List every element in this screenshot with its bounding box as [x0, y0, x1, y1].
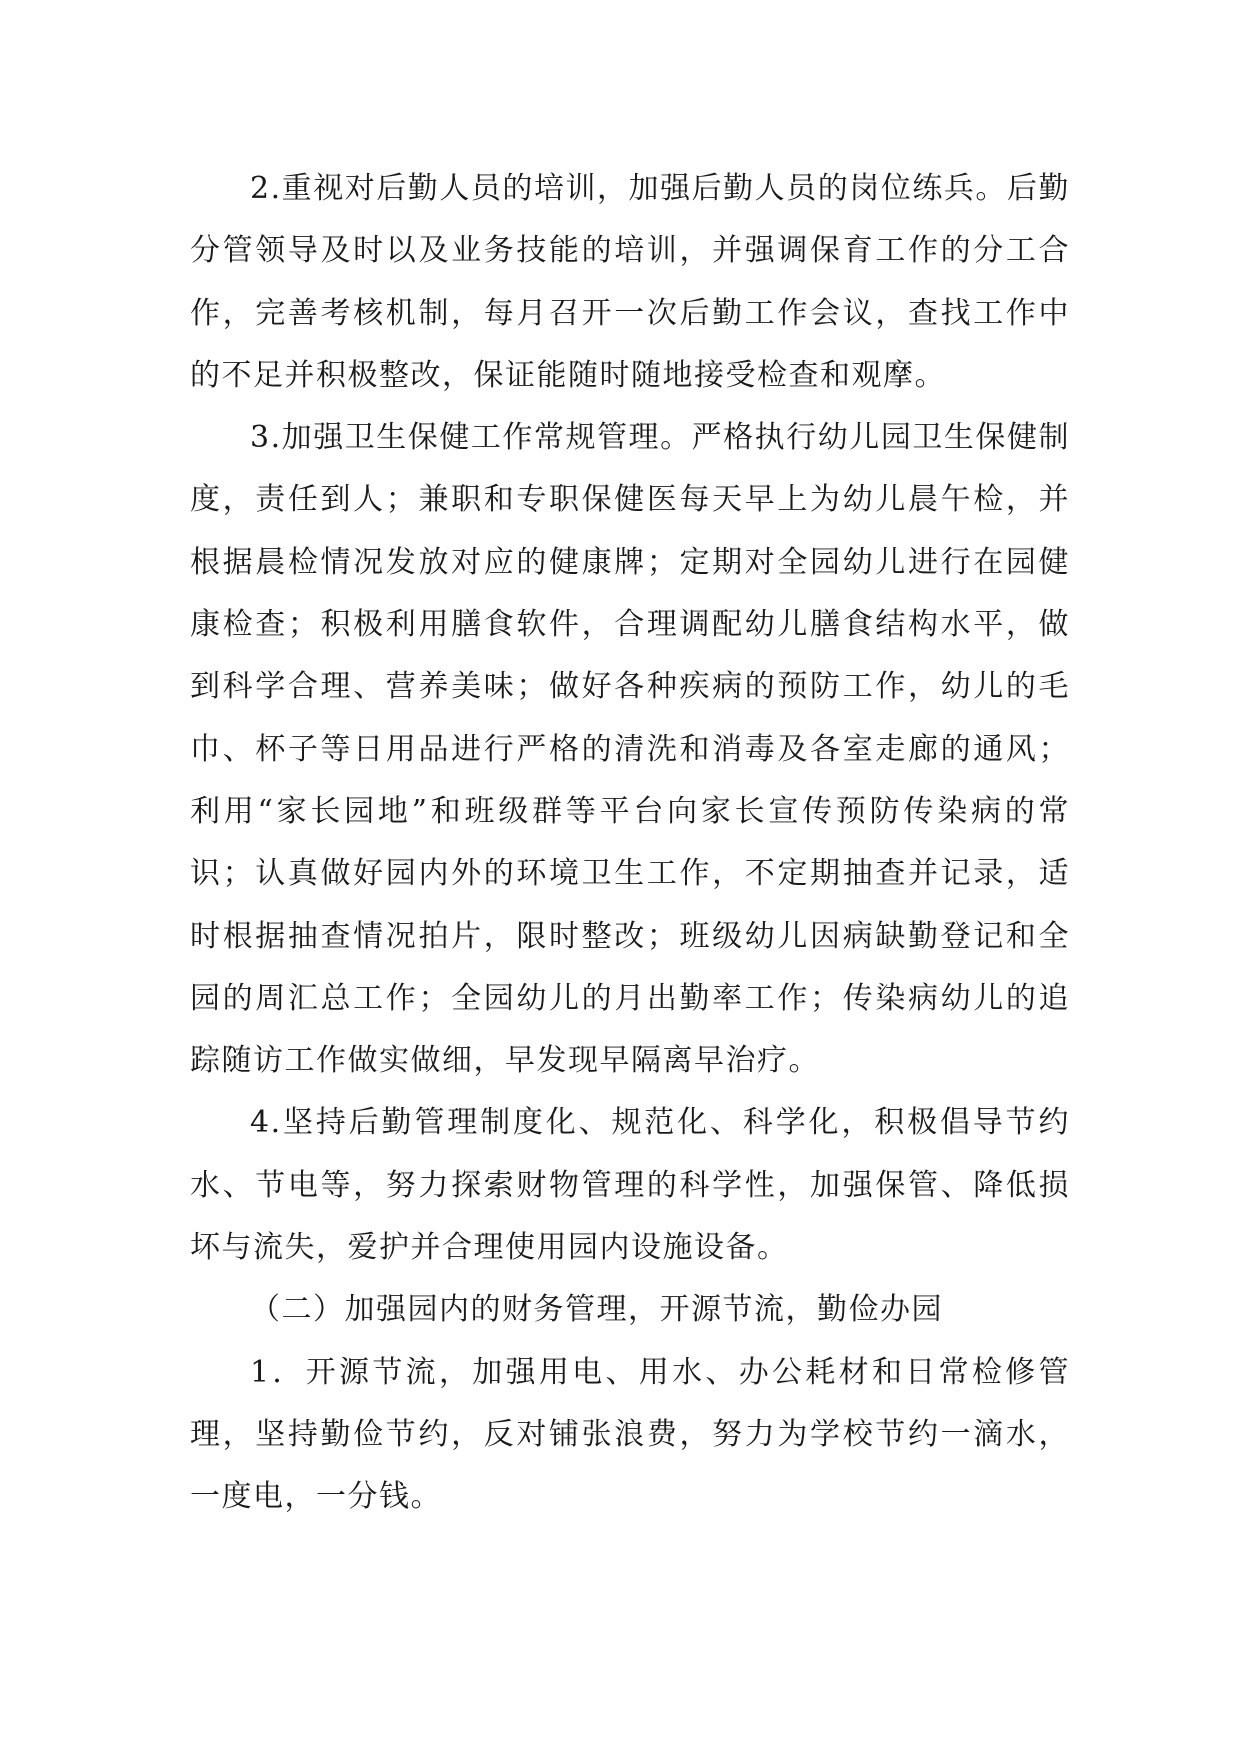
paragraph-2: 2.重视对后勤人员的培训，加强后勤人员的岗位练兵。后勤分管领导及时以及业务技能的培训，并强调保育工作的分工合作，完善考核机制，每月召开一次后勤工作会议，查找工作中的不足并积极整改，保证能随时随地接受检查和观摩。: [190, 171, 1070, 393]
paragraph-finance-1: 1．开源节流，加强用电、用水、办公耗材和日常检修管理，坚持勤俭节约，反对铺张浪费，努力为学校节约一滴水，一度电，一分钱。: [190, 1354, 1070, 1515]
paragraph-3: 3.加强卫生保健工作常规管理。严格执行幼儿园卫生保健制度，责任到人；兼职和专职保健医每天早上为幼儿晨午检，并根据晨检情况发放对应的健康牌；定期对全园幼儿进行在园健康检查；积极利用膳食软件，合理调配幼儿膳食结构水平，做到科学合理、营养美味；做好各种疾病的预防工作，幼儿的毛巾、杯子等日用品进行严格的清洗和消毒及各室走廊的通风；利用“家长园地”和班级群等平台向家长宣传预防传染病的常识；认真做好园内外的环境卫生工作，不定期抽查并记录，适时根据抽查情况拍片，限时整改；班级幼儿因病缺勤登记和全园的周汇总工作；全园幼儿的月出勤率工作；传染病幼儿的追踪随访工作做实做细，早发现早隔离早治疗。: [190, 420, 1070, 1079]
document-body: [190, 158, 1070, 1529]
section-heading-finance: （二）加强园内的财务管理，开源节流，勤俭办园: [250, 1292, 943, 1328]
paragraph-4: 4.坚持后勤管理制度化、规范化、科学化，积极倡导节约水、节电等，努力探索财物管理的科学性，加强保管、降低损坏与流失，爱护并合理使用园内设施设备。: [190, 1105, 1070, 1266]
